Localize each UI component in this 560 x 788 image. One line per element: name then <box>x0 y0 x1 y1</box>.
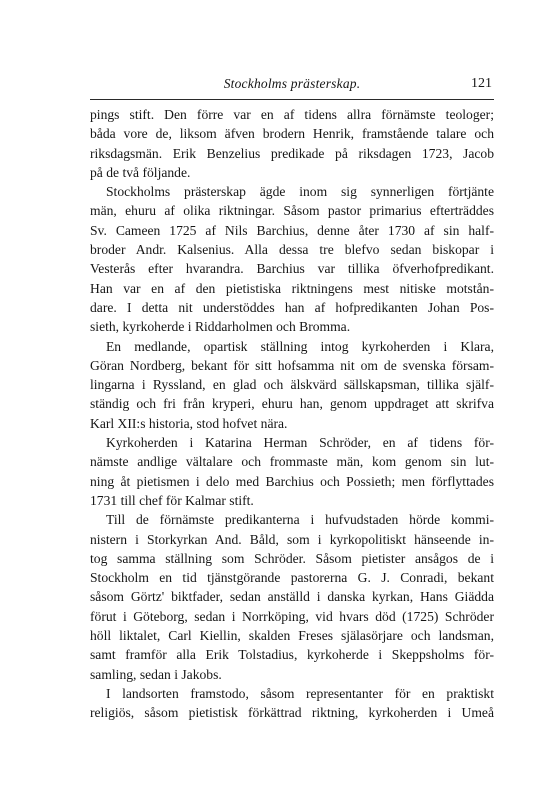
text-line: dare. I detta nit understöddes han af hofpredikanten Johan Pos- <box>90 299 494 315</box>
text-line: tog samma ställning som Schröder. Såsom pietister ansågos de i <box>90 550 494 566</box>
text-line: förut i Göteborg, sedan i Norrköping, vid hvars död (1725) Schröder <box>90 608 494 624</box>
text-line: Sv. Cameen 1725 af Nils Barchius, denne åter 1730 af sin half- <box>90 222 494 238</box>
text-line: Kyrkoherden i Katarina Herman Schröder, en af tidens för- <box>106 435 494 451</box>
body-text <box>90 105 494 723</box>
text-line: såsom Görtz' biktfader, sedan anställd i danska kyrkan, Hans Giädda <box>90 589 494 605</box>
paragraph <box>90 105 494 182</box>
paragraph <box>90 433 494 510</box>
text-line: riksdagsmän. Erik Benzelius predikade på riksdagen 1723, Jacob <box>90 145 494 161</box>
text-line: broder Andr. Kalsenius. Alla dessa tre blefvo sedan biskopar i <box>90 242 494 258</box>
text-line: Göran Nordberg, bekant för sitt hofsamma nit om de svenska försam- <box>90 357 494 373</box>
text-line: religiös, såsom pietistisk förkättrad riktning, kyrkoherden i Umeå <box>90 705 494 721</box>
text-line: sieth, kyrkoherde i Riddarholmen och Bromma. <box>90 319 351 335</box>
text-line: samling, sedan i Jakobs. <box>90 666 222 682</box>
text-line: samt framför alla Erik Tolstadius, kyrkoherde i Skeppsholms för- <box>90 647 494 663</box>
text-line: höll liktalet, Carl Kiellin, skalden Freses själasörjare och landsman, <box>90 628 494 644</box>
running-head <box>92 76 492 96</box>
text-line: Till de förnämste predikanterna i hufvudstaden hörde kommi- <box>106 512 494 528</box>
text-line: I landsorten framstodo, såsom representanter för en praktiskt <box>106 685 494 701</box>
text-line: Karl XII:s historia, stod hofvet nära. <box>90 415 288 431</box>
text-line: Han var en af den pietistiska riktningens mest nitiske motstån- <box>90 280 494 296</box>
text-line: ning åt pietismen i delo med Barchius och Possieth; men förflyttades <box>90 473 494 489</box>
text-line: nistern i Storkyrkan And. Båld, som i kyrkopolitiskt hänseende in- <box>90 531 494 547</box>
text-line: Stockholms prästerskap ägde inom sig synnerligen förtjänte <box>106 184 494 200</box>
text-line: båda vore de, liksom äfven brodern Henrik, framstående talare och <box>90 126 494 142</box>
running-title: Stockholms prästerskap. <box>223 76 361 91</box>
text-line: lingarna i Ryssland, en glad och älskvärd sällskapsman, tillika själf- <box>90 377 494 393</box>
header-rule <box>90 99 494 100</box>
paragraph <box>90 337 494 433</box>
text-line: på de två följande. <box>90 164 191 180</box>
page-number: 121 <box>471 76 492 91</box>
text-line: 1731 till chef för Kalmar stift. <box>90 492 254 508</box>
text-line: Stockholm en tid tjänstgörande pastorerna G. J. Conradi, bekant <box>90 570 494 586</box>
paragraph <box>90 182 494 336</box>
text-line: En medlande, opartisk ställning intog kyrkoherden i Klara, <box>106 338 494 354</box>
text-line: män, ehuru af olika riktningar. Såsom pastor primarius efterträddes <box>90 203 494 219</box>
text-line: pings stift. Den förre var en af tidens allra förnämste teologer; <box>90 107 494 122</box>
text-line: ständig och fri från kryperi, ehuru han, genom uppdraget att skrifva <box>90 396 494 412</box>
paragraph <box>90 510 494 684</box>
text-line: Vesterås efter hvarandra. Barchius var tillika öfverhofpredikant. <box>90 261 494 277</box>
paragraph <box>90 684 494 723</box>
text-line: nämste andlige vältalare och frommaste män, kom genom sin lut- <box>90 454 494 470</box>
